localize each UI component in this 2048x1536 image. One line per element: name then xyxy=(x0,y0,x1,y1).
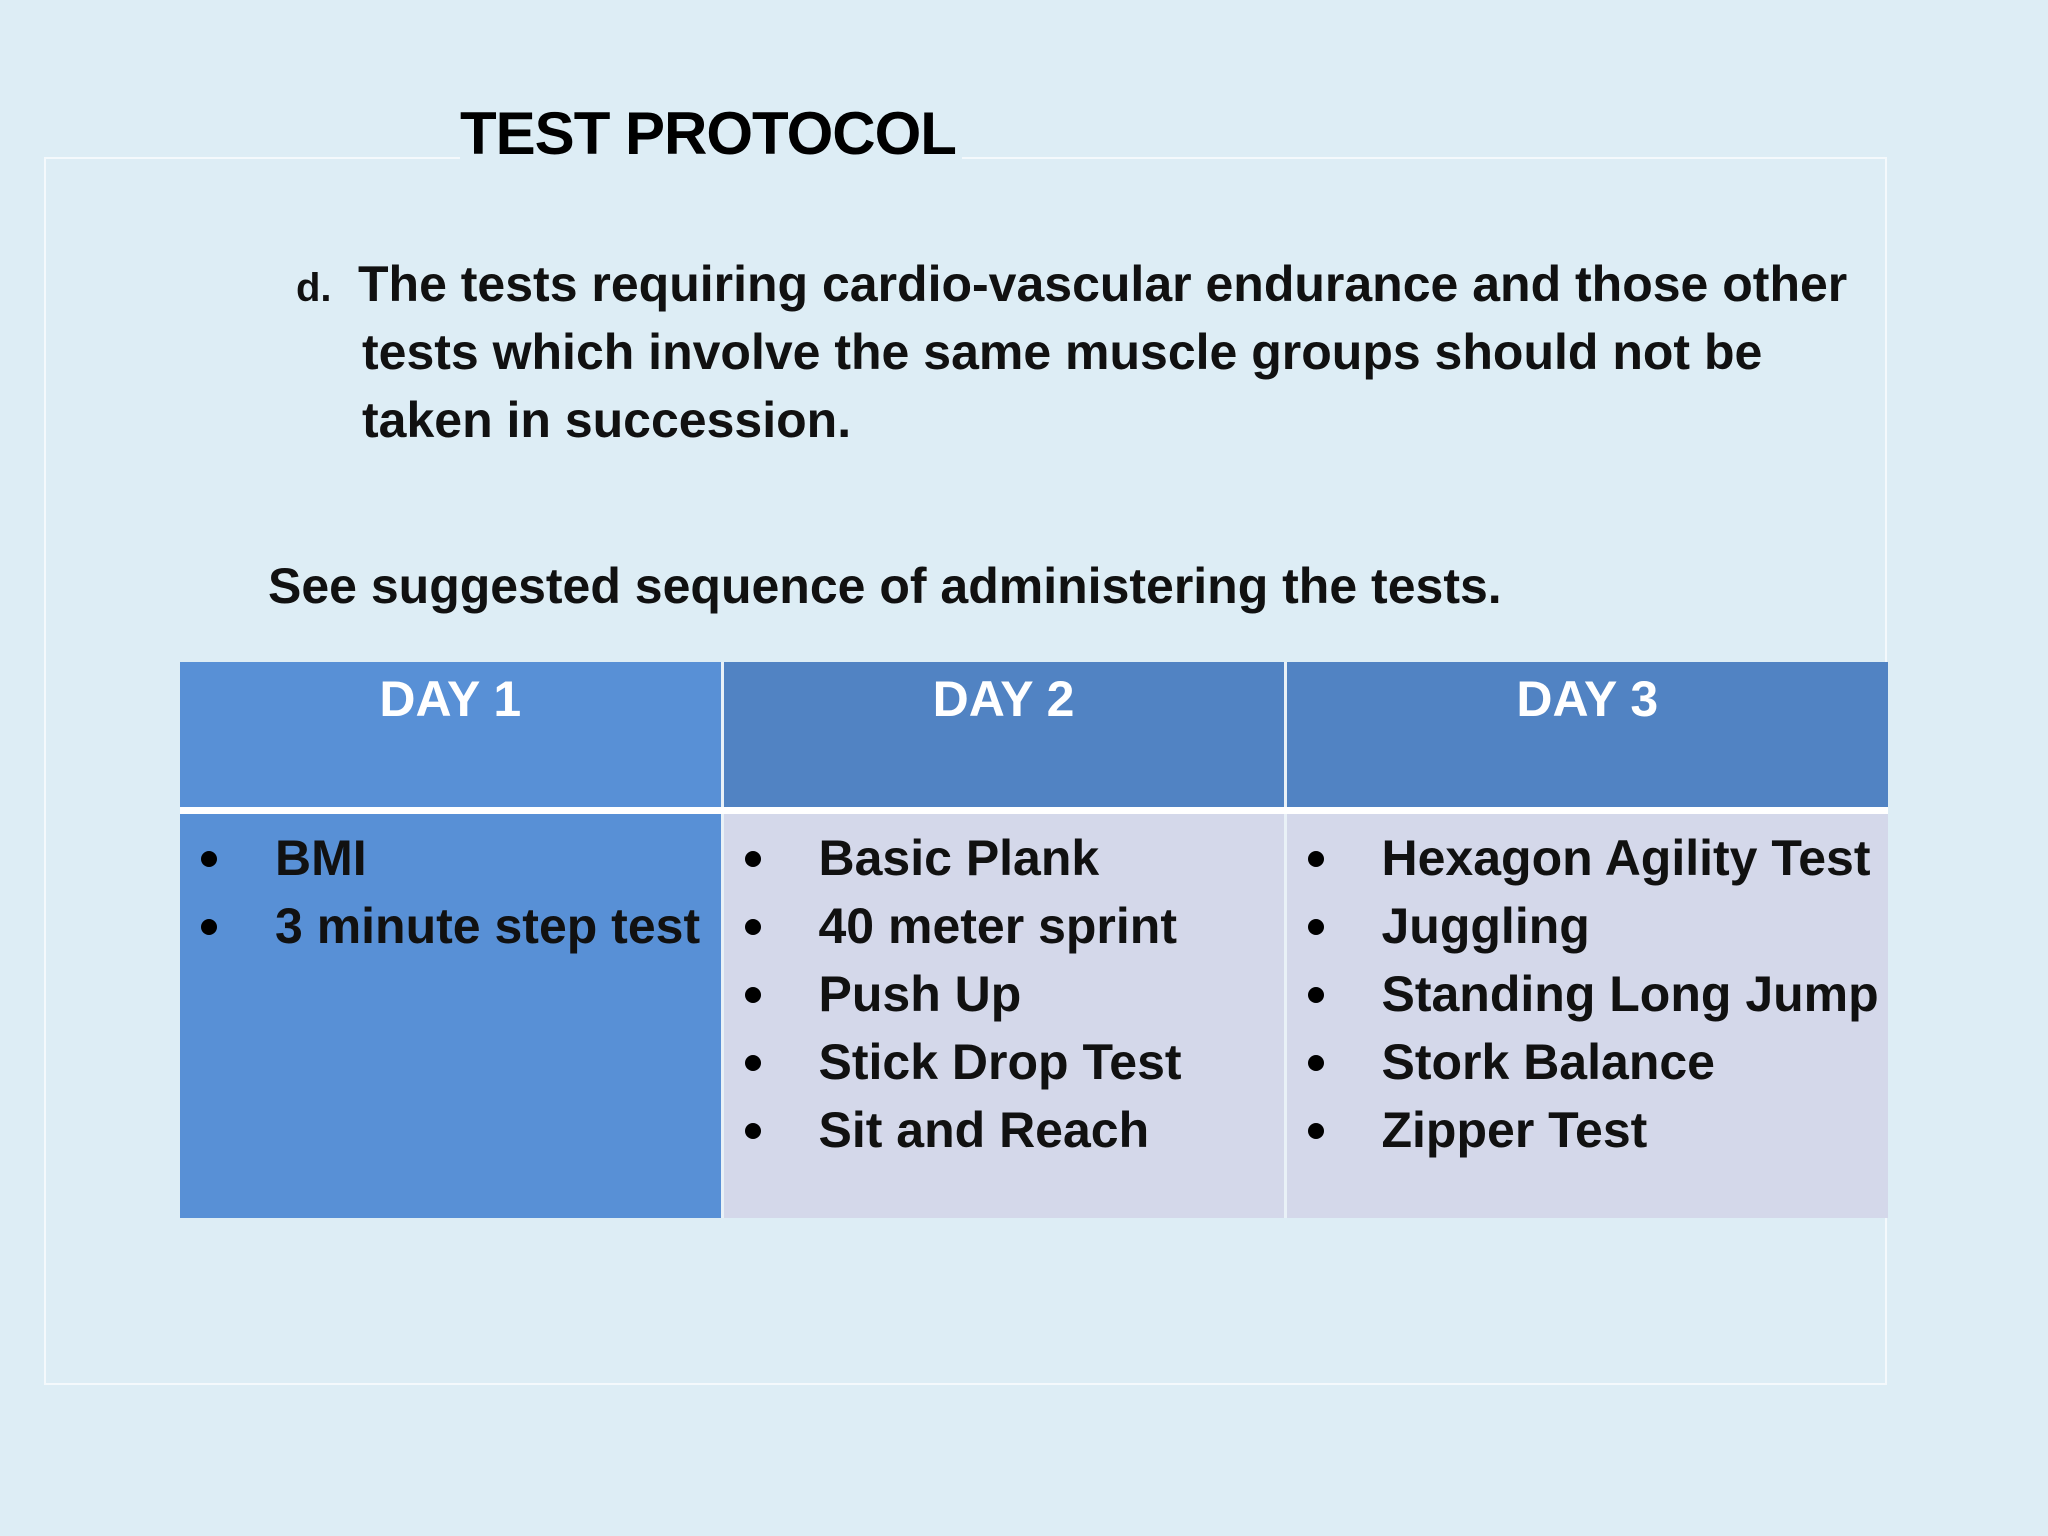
day-1-test-list xyxy=(181,824,720,960)
list-item: Basic Plank xyxy=(725,824,1283,892)
point-marker: d. xyxy=(296,266,332,310)
list-item: Stick Drop Test xyxy=(725,1028,1283,1096)
list-item: Hexagon Agility Test xyxy=(1288,824,1888,892)
table-row xyxy=(180,810,1888,1218)
day-2-test-list xyxy=(725,824,1283,1164)
list-item: Juggling xyxy=(1288,892,1888,960)
day-2-cell xyxy=(722,810,1285,1218)
list-item: Standing Long Jump xyxy=(1288,960,1888,1028)
list-item: Stork Balance xyxy=(1288,1028,1888,1096)
slide-title: TEST PROTOCOL xyxy=(460,96,962,172)
day-3-header: DAY 3 xyxy=(1285,662,1888,810)
day-1-header: DAY 1 xyxy=(180,662,722,810)
point-text: The tests requiring cardio-vascular endurance and those other tests which involve the same muscle groups should not be taken in succession. xyxy=(358,256,1848,448)
list-item: 3 minute step test xyxy=(181,892,720,960)
list-item: Push Up xyxy=(725,960,1283,1028)
list-item: Sit and Reach xyxy=(725,1096,1283,1164)
day-2-header: DAY 2 xyxy=(722,662,1285,810)
protocol-point xyxy=(296,250,1876,454)
list-item: BMI xyxy=(181,824,720,892)
day-3-cell xyxy=(1285,810,1888,1218)
list-item: Zipper Test xyxy=(1288,1096,1888,1164)
sequence-intro: See suggested sequence of administering the tests. xyxy=(268,558,1502,614)
test-schedule-table xyxy=(180,662,1888,1218)
day-1-cell xyxy=(180,810,722,1218)
table-header-row xyxy=(180,662,1888,810)
day-3-test-list xyxy=(1288,824,1888,1164)
list-item: 40 meter sprint xyxy=(725,892,1283,960)
